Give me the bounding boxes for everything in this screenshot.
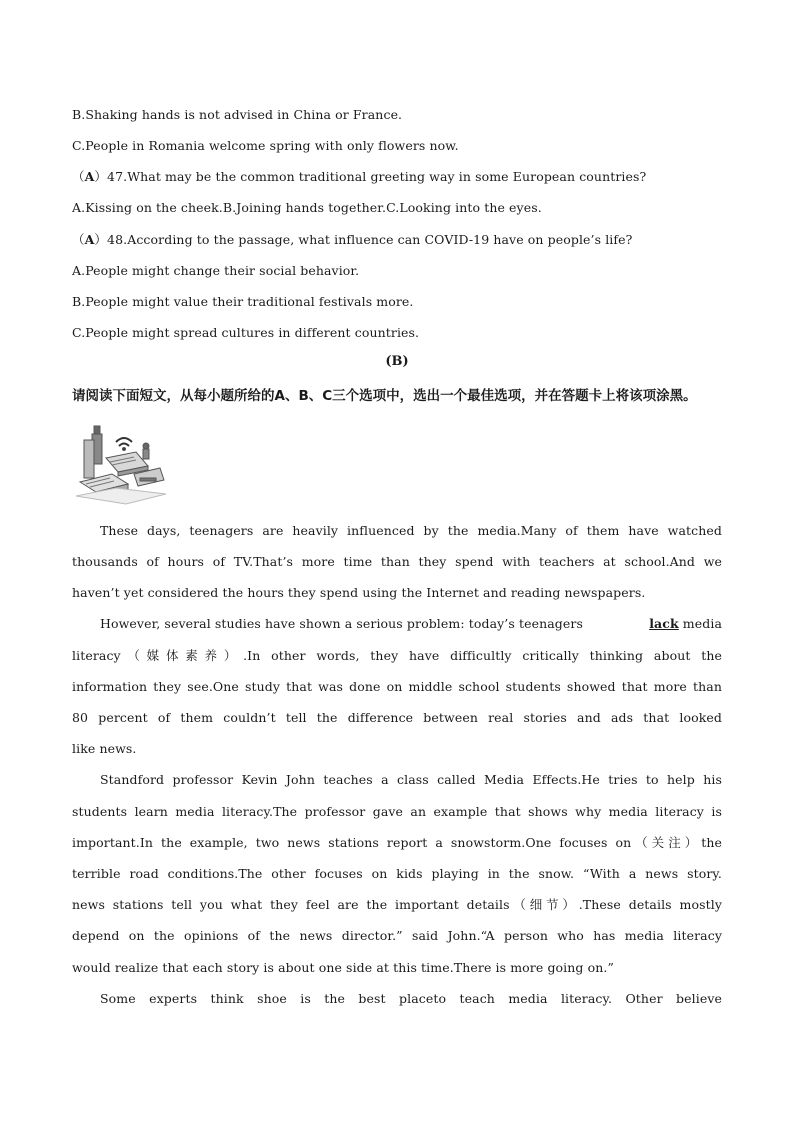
section-b-instruction: 请阅读下面短文，从每小题所给的A、B、C三个选项中，选出一个最佳选项，并在答题卡上将该项涂黑。 bbox=[72, 388, 697, 404]
p3-line-6: depend on the opinions of the news director.” said John.“A person who has media literacy bbox=[72, 928, 722, 943]
p3-line-2: students learn media literacy.The professor gave an example that shows why media literacy is bbox=[72, 804, 722, 819]
p1-line-3: haven’t yet considered the hours they spend using the Internet and reading newspapers. bbox=[72, 585, 646, 600]
keyword-lack: lack bbox=[649, 616, 679, 631]
media-illustration bbox=[76, 422, 166, 506]
q48-option-a: A.People might change their social behavior. bbox=[72, 263, 360, 278]
p2-line-1 bbox=[100, 616, 722, 631]
option-b-q46: B.Shaking hands is not advised in China or France. bbox=[72, 107, 403, 122]
q47-open-paren: （ bbox=[72, 169, 85, 184]
question-48 bbox=[72, 230, 632, 248]
p2-line-1-after: media bbox=[678, 616, 722, 631]
p2-line-5: like news. bbox=[72, 741, 137, 756]
p2-line-3: information they see.One study that was done on middle school students showed that more than bbox=[72, 679, 722, 694]
q47-text: ）47.What may be the common traditional greeting way in some European countries? bbox=[94, 169, 647, 184]
p3-line-4: terrible road conditions.The other focuses on kids playing in the snow. “With a news story. bbox=[72, 866, 722, 881]
p1-line-2: thousands of hours of TV.That’s more time than they spend with teachers at school.And we bbox=[72, 554, 722, 569]
section-b-title: (B) bbox=[385, 354, 409, 369]
q47-answer: A bbox=[84, 169, 95, 184]
q48-answer: A bbox=[84, 232, 95, 247]
p2-line-2: literacy（媒体素养）.In other words, they have difficultly critically thinking about the bbox=[72, 648, 722, 663]
p2-line-1-before: However, several studies have shown a serious problem: today’s teenagers bbox=[100, 616, 588, 631]
p3-line-1: Standford professor Kevin John teaches a class called Media Effects.He tries to help his bbox=[100, 772, 722, 787]
p3-line-7: would realize that each story is about one side at this time.There is more going on.” bbox=[72, 960, 614, 975]
p2-line-4: 80 percent of them couldn’t tell the difference between real stories and ads that looked bbox=[72, 710, 722, 725]
q48-option-b: B.People might value their traditional festivals more. bbox=[72, 294, 414, 309]
q48-option-c: C.People might spread cultures in different countries. bbox=[72, 325, 420, 340]
p3-line-5: news stations tell you what they feel are the important details（细节）.These details mostly bbox=[72, 897, 722, 912]
q48-open-paren: （ bbox=[72, 232, 85, 247]
p2-tail bbox=[649, 616, 722, 631]
q48-text: ）48.According to the passage, what influence can COVID-19 have on people’s life? bbox=[94, 232, 633, 247]
q47-options: A.Kissing on the cheek.B.Joining hands together.C.Looking into the eyes. bbox=[72, 200, 542, 215]
option-c-q46: C.People in Romania welcome spring with only flowers now. bbox=[72, 138, 459, 153]
p3-line-3: important.In the example, two news stations report a snowstorm.One focuses on（关注）the bbox=[72, 835, 722, 850]
p4-line-1: Some experts think shoe is the best placeto teach media literacy. Other believe bbox=[100, 991, 722, 1006]
question-47 bbox=[72, 167, 646, 185]
p1-line-1: These days, teenagers are heavily influenced by the media.Many of them have watched bbox=[100, 523, 722, 538]
